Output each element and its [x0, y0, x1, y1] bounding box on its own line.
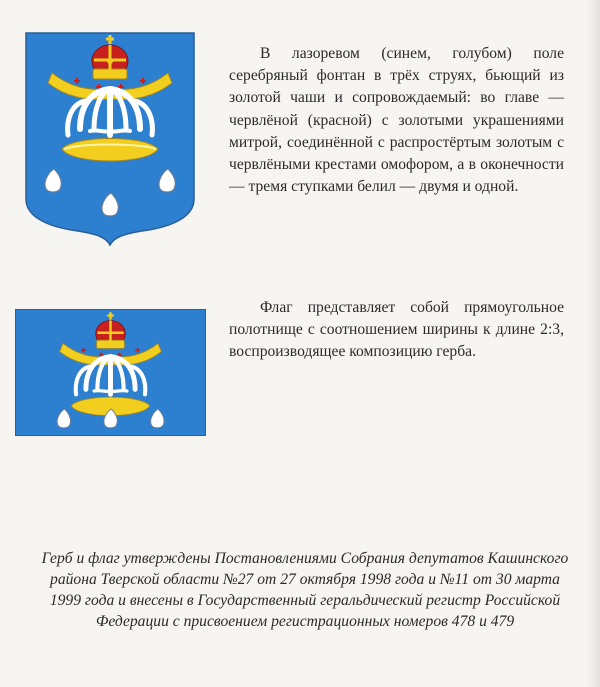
coat-of-arms-description: В лазоревом (синем, голубом) поле серебряный фонтан в трёх струях, бьющий из золотой чаши и сопровождаемый: во главе — червлёной (красной) с золотыми украшениями митрой, соединённой с распростёртым золотым с червлёными крестами омофором, а в оконечности — тремя ступками белил — двумя и одной. [229, 45, 564, 196]
flag-description: Флаг представляет собой прямоугольное полотнище с соотношением ширины к длине 2:3, воспроизводящее композицию герба. [229, 299, 564, 361]
approval-note: Герб и флаг утверждены Постановлениями Собрания депутатов Кашинского района Тверской области №27 от 27 октября 1998 года и №11 от 30 марта 1999 года и внесены в Государственный геральдический регистр Российской Федерации с присвоением регистрационных номеров 478 и 479 [41, 550, 569, 630]
page-edge-shadow [586, 0, 600, 687]
bowl-shape [62, 139, 158, 162]
coat-of-arms-image [24, 31, 196, 247]
flag-image [15, 309, 206, 436]
